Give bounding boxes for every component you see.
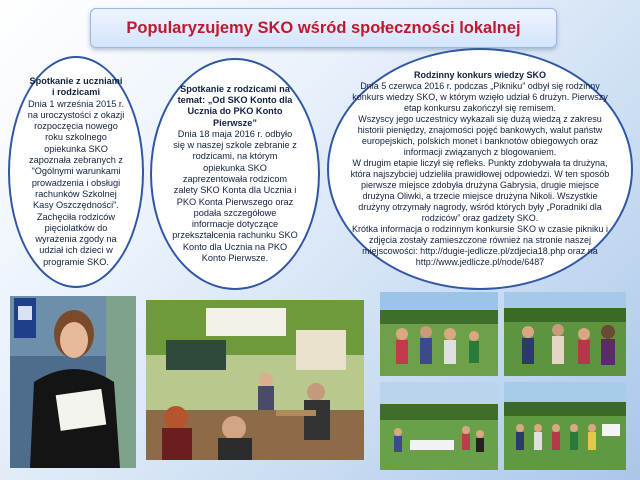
bubble3-p3: W drugim etapie liczył się refleks. Punkty zdobywała ta drużyna, która najszybciej udzieliła prawidłowej odpowiedzi. W ten sposób pierwsze miejsce zdobyła drużyna Gabrysia, drugie miejsce drużyna Oliwki, a trzecie miejsce drużyna Nikoli. Wszystkie drużyny otrzymały nagrody, wśród których były „Poradniki dla rodziców” oraz gadżety SKO.	[350, 158, 610, 223]
page-title: Popularyzujemy SKO wśród społeczności lokalnej	[126, 18, 521, 37]
bubble1-title-line1: Spotkanie z uczniami	[29, 75, 123, 86]
photo-classroom	[146, 300, 364, 460]
bubble2-body: Dnia 18 maja 2016 r. odbyło się w naszej szkole zebranie z rodzicami, na którym opiekunka SKO zaprezentowała rodzicom zalety SKO Konta dla Ucznia i PKO Konta Pierwszego oraz podała szczegółowe informacje dotyczące przekształcenia rachunku SKO Konto dla Ucznia na PKO Konto Pierwsze.	[172, 128, 298, 264]
photo-picnic-2	[504, 292, 626, 376]
photo-picnic-4	[504, 382, 626, 470]
bubble3-title: Rodzinny konkurs wiedzy SKO	[413, 70, 547, 80]
bubble1-title-line2: i rodzicami	[52, 87, 100, 98]
bubble-meeting-students-parents	[8, 56, 144, 288]
photo-picnic-1	[380, 292, 498, 376]
bubble1-body: Dnia 1 września 2015 r. na uroczystości z okazji rozpoczęcia nowego roku szkolnego opiekunka SKO zapoznała zebranych z "Ogólnymi warunkami prowadzenia i obsługi rachunków Szkolnej Kasy Oszczędności". Zachęciła rodziców pięciolatków do wyrażenia zgody na udział ich dzieci w programie SKO.	[27, 98, 125, 267]
bubble2-title: Spotkanie z rodzicami na temat: „Od SKO Konto dla Ucznia do PKO Konto Pierwsze”	[177, 83, 293, 128]
bubble3-p4: Krótka informacja o rodzinnym konkursie SKO w czasie pikniku i zdjęcia zostały zamieszczone również na stronie naszej mięjscowości: http://dugie-jedlicze.pl/zdjecia18.php oraz na http://www.jedlicze.pl/node/6487	[351, 224, 609, 267]
photo-picnic-3	[380, 382, 498, 470]
bubble-family-contest	[327, 48, 633, 290]
bubble-meeting-parents	[150, 58, 320, 290]
photo-speaker	[10, 296, 136, 468]
bubble3-p2: Wszyscy jego uczestnicy wykazali się dużą wiedzą z zakresu historii pieniędzy, znajomości pojęć bankowych, walut państw europejskich, polskich monet i banknotów obiegowych oraz informacji związanych z blogowaniem.	[357, 114, 603, 157]
bubble3-p1: Dnia 5 czerwca 2016 r. podczas „Pikniku” odbył się rodzinny konkurs wiedzy SKO, w którym wzięło udział 6 drużyn. Pierwszy etap konkursu zakończył się remisem.	[352, 81, 608, 113]
title-banner	[90, 8, 557, 48]
